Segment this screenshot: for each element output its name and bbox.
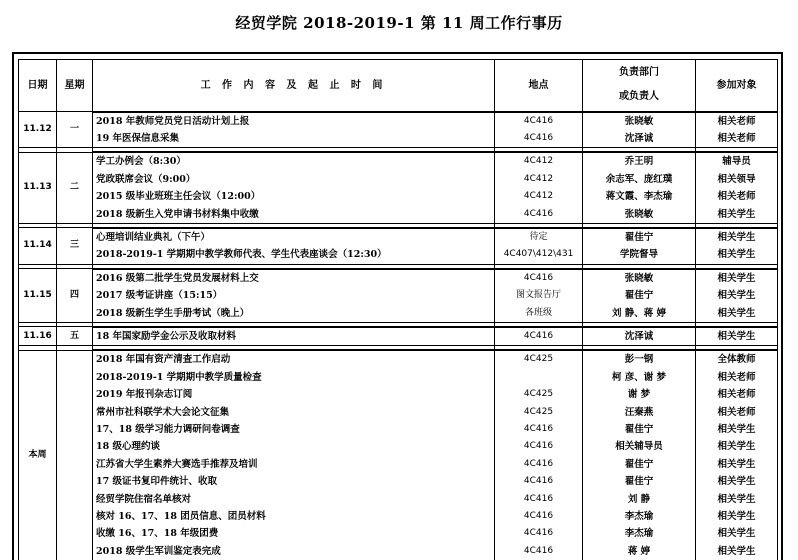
owner-cell: 刘 静、蒋 婷 bbox=[583, 305, 696, 323]
task-cell: 2015 级毕业班班主任会议（12:00） bbox=[93, 188, 495, 205]
task-cell: 2018-2019-1 学期期中教学教师代表、学生代表座谈会（12:30） bbox=[93, 246, 495, 264]
weekday-cell: 四 bbox=[57, 269, 93, 323]
schedule-table bbox=[18, 59, 778, 560]
owner-cell: 柯 彦、谢 梦 bbox=[583, 369, 696, 386]
owner-cell: 沈泽诚 bbox=[583, 130, 696, 148]
location-cell: 4C407\412\431 bbox=[495, 246, 583, 264]
table-row bbox=[19, 491, 778, 508]
attendees-cell: 相关老师 bbox=[696, 404, 778, 421]
weekday-cell: 五 bbox=[57, 327, 93, 346]
location-cell: 4C416 bbox=[495, 421, 583, 438]
table-row bbox=[19, 171, 778, 188]
table-row bbox=[19, 287, 778, 304]
header-content: 工 作 内 容 及 起 止 时 间 bbox=[93, 60, 495, 112]
header-attendees: 参加对象 bbox=[696, 60, 778, 112]
date-cell: 11.12 bbox=[19, 112, 57, 148]
location-cell: 4C416 bbox=[495, 206, 583, 224]
location-cell: 待定 bbox=[495, 228, 583, 246]
attendees-cell: 相关学生 bbox=[696, 543, 778, 560]
attendees-cell: 相关学生 bbox=[696, 438, 778, 455]
owner-cell: 张晓敏 bbox=[583, 112, 696, 130]
table-row bbox=[19, 327, 778, 346]
task-cell: 2018 年国有资产清查工作启动 bbox=[93, 350, 495, 368]
weekday-cell: 三 bbox=[57, 228, 93, 264]
location-cell: 图文报告厅 bbox=[495, 287, 583, 304]
location-cell: 各班级 bbox=[495, 305, 583, 323]
header-row bbox=[19, 60, 778, 112]
weekday-cell: 一 bbox=[57, 112, 93, 148]
task-cell: 2018 级学生军训鉴定表完成 bbox=[93, 543, 495, 560]
table-row bbox=[19, 350, 778, 368]
date-cell: 11.13 bbox=[19, 152, 57, 223]
attendees-cell: 相关学生 bbox=[696, 206, 778, 224]
task-cell: 18 级心理约谈 bbox=[93, 438, 495, 455]
schedule-body bbox=[19, 112, 778, 560]
location-cell: 4C416 bbox=[495, 508, 583, 525]
header-department bbox=[583, 60, 696, 112]
attendees-cell: 相关学生 bbox=[696, 269, 778, 287]
task-cell: 学工办例会（8:30） bbox=[93, 152, 495, 170]
location-cell: 4C416 bbox=[495, 456, 583, 473]
attendees-cell: 相关学生 bbox=[696, 327, 778, 346]
owner-cell: 蒋 婷 bbox=[583, 543, 696, 560]
location-cell bbox=[495, 369, 583, 386]
owner-cell: 李杰瑜 bbox=[583, 525, 696, 542]
weekday-cell bbox=[57, 350, 93, 560]
header-date: 日期 bbox=[19, 60, 57, 112]
location-cell: 4C416 bbox=[495, 269, 583, 287]
header-day: 星期 bbox=[57, 60, 93, 112]
task-cell: 2018 年教师党员党日活动计划上报 bbox=[93, 112, 495, 130]
owner-cell: 翟佳宁 bbox=[583, 228, 696, 246]
attendees-cell: 相关学生 bbox=[696, 287, 778, 304]
task-cell: 收缴 16、17、18 年级团费 bbox=[93, 525, 495, 542]
task-cell: 经贸学院住宿名单核对 bbox=[93, 491, 495, 508]
table-row bbox=[19, 369, 778, 386]
owner-cell: 余志军、庞红璞 bbox=[583, 171, 696, 188]
attendees-cell: 相关学生 bbox=[696, 305, 778, 323]
location-cell: 4C416 bbox=[495, 473, 583, 490]
table-row bbox=[19, 456, 778, 473]
table-row bbox=[19, 438, 778, 455]
date-cell: 11.16 bbox=[19, 327, 57, 346]
owner-cell: 翟佳宁 bbox=[583, 287, 696, 304]
location-cell: 4C416 bbox=[495, 525, 583, 542]
attendees-cell: 相关学生 bbox=[696, 228, 778, 246]
owner-cell: 学院督导 bbox=[583, 246, 696, 264]
location-cell: 4C416 bbox=[495, 543, 583, 560]
task-cell: 2019 年报刊杂志订阅 bbox=[93, 386, 495, 403]
location-cell: 4C425 bbox=[495, 386, 583, 403]
owner-cell: 汪秦燕 bbox=[583, 404, 696, 421]
owner-cell: 沈泽诚 bbox=[583, 327, 696, 346]
owner-cell: 乔王明 bbox=[583, 152, 696, 170]
owner-cell: 张晓敏 bbox=[583, 269, 696, 287]
task-cell: 江苏省大学生素养大赛选手推荐及培训 bbox=[93, 456, 495, 473]
header-department-line1: 负责部门 bbox=[619, 67, 659, 79]
table-row bbox=[19, 206, 778, 224]
task-cell: 心理培训结业典礼（下午） bbox=[93, 228, 495, 246]
location-cell: 4C416 bbox=[495, 438, 583, 455]
task-cell: 18 年国家励学金公示及收取材料 bbox=[93, 327, 495, 346]
table-row bbox=[19, 525, 778, 542]
location-cell: 4C425 bbox=[495, 350, 583, 368]
owner-cell: 谢 梦 bbox=[583, 386, 696, 403]
table-row bbox=[19, 421, 778, 438]
attendees-cell: 相关老师 bbox=[696, 112, 778, 130]
location-cell: 4C425 bbox=[495, 404, 583, 421]
table-row bbox=[19, 386, 778, 403]
task-cell: 2018 级新生入党申请书材料集中收缴 bbox=[93, 206, 495, 224]
task-cell: 2017 级考证讲座（15:15） bbox=[93, 287, 495, 304]
task-cell: 核对 16、17、18 团员信息、团员材料 bbox=[93, 508, 495, 525]
attendees-cell: 相关老师 bbox=[696, 130, 778, 148]
table-row bbox=[19, 130, 778, 148]
task-cell: 2018-2019-1 学期期中教学质量检查 bbox=[93, 369, 495, 386]
location-cell: 4C416 bbox=[495, 327, 583, 346]
table-row bbox=[19, 188, 778, 205]
task-cell: 17、18 级学习能力调研问卷调查 bbox=[93, 421, 495, 438]
attendees-cell: 全体教师 bbox=[696, 350, 778, 368]
date-cell: 11.15 bbox=[19, 269, 57, 323]
location-cell: 4C416 bbox=[495, 112, 583, 130]
owner-cell: 彭一钢 bbox=[583, 350, 696, 368]
table-row bbox=[19, 152, 778, 170]
owner-cell: 翟佳宁 bbox=[583, 473, 696, 490]
weekday-cell: 二 bbox=[57, 152, 93, 223]
attendees-cell: 相关学生 bbox=[696, 473, 778, 490]
attendees-cell: 相关学生 bbox=[696, 456, 778, 473]
location-cell: 4C416 bbox=[495, 491, 583, 508]
date-cell: 11.14 bbox=[19, 228, 57, 264]
table-row bbox=[19, 305, 778, 323]
location-cell: 4C412 bbox=[495, 152, 583, 170]
owner-cell: 刘 静 bbox=[583, 491, 696, 508]
attendees-cell: 相关学生 bbox=[696, 525, 778, 542]
attendees-cell: 相关学生 bbox=[696, 508, 778, 525]
table-row bbox=[19, 473, 778, 490]
task-cell: 党政联席会议（9:00） bbox=[93, 171, 495, 188]
location-cell: 4C416 bbox=[495, 130, 583, 148]
task-cell: 17 级证书复印件统计、收取 bbox=[93, 473, 495, 490]
document-title: 经贸学院 2018-2019-1 第 11 周工作行事历 bbox=[235, 14, 563, 32]
table-row bbox=[19, 404, 778, 421]
owner-cell: 相关辅导员 bbox=[583, 438, 696, 455]
task-cell: 19 年医保信息采集 bbox=[93, 130, 495, 148]
owner-cell: 翟佳宁 bbox=[583, 456, 696, 473]
task-cell: 2018 级新生学生手册考试（晚上） bbox=[93, 305, 495, 323]
date-cell: 本周 bbox=[19, 350, 57, 560]
owner-cell: 张晓敏 bbox=[583, 206, 696, 224]
table-row bbox=[19, 112, 778, 130]
table-row bbox=[19, 543, 778, 560]
attendees-cell: 辅导员 bbox=[696, 152, 778, 170]
attendees-cell: 相关老师 bbox=[696, 188, 778, 205]
attendees-cell: 相关学生 bbox=[696, 491, 778, 508]
location-cell: 4C412 bbox=[495, 171, 583, 188]
attendees-cell: 相关学生 bbox=[696, 421, 778, 438]
attendees-cell: 相关领导 bbox=[696, 171, 778, 188]
location-cell: 4C412 bbox=[495, 188, 583, 205]
table-row bbox=[19, 269, 778, 287]
table-row bbox=[19, 228, 778, 246]
owner-cell: 李杰瑜 bbox=[583, 508, 696, 525]
attendees-cell: 相关老师 bbox=[696, 386, 778, 403]
table-row bbox=[19, 246, 778, 264]
owner-cell: 翟佳宁 bbox=[583, 421, 696, 438]
table-row bbox=[19, 508, 778, 525]
attendees-cell: 相关老师 bbox=[696, 369, 778, 386]
task-cell: 2016 级第二批学生党员发展材料上交 bbox=[93, 269, 495, 287]
header-department-line2: 或负责人 bbox=[619, 91, 659, 103]
task-cell: 常州市社科联学术大会论文征集 bbox=[93, 404, 495, 421]
header-location: 地点 bbox=[495, 60, 583, 112]
attendees-cell: 相关学生 bbox=[696, 246, 778, 264]
owner-cell: 蒋文霞、李杰瑜 bbox=[583, 188, 696, 205]
